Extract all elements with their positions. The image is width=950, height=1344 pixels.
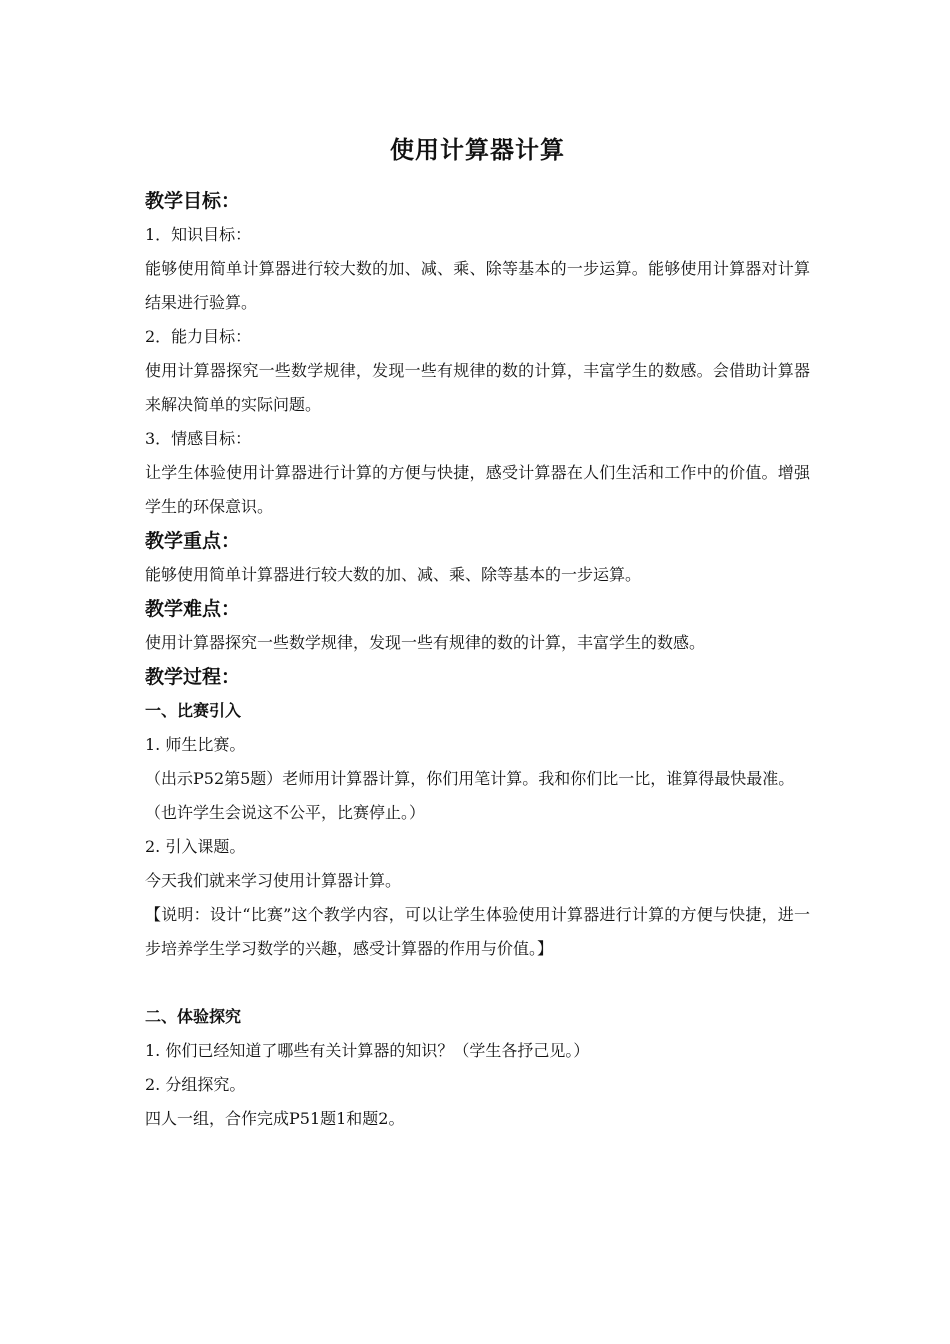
knowledge-objective-text: 能够使用简单计算器进行较大数的加、减、乘、除等基本的一步运算。能够使用计算器对计算结果进行验算。 (145, 259, 810, 312)
paragraph-spacer (145, 966, 810, 1000)
document-title: 使用计算器计算 (390, 136, 565, 164)
section1-item1-text: （出示P52第5题）老师用计算器计算，你们用笔计算。我和你们比一比，谁算得最快最准。 (145, 769, 795, 788)
key-points-text: 能够使用简单计算器进行较大数的加、减、乘、除等基本的一步运算。 (145, 565, 642, 584)
section2-item2: 2. 分组探究。 (145, 1075, 246, 1094)
key-points-heading: 教学重点： (145, 530, 241, 552)
emotion-objective-text: 让学生体验使用计算器进行计算的方便与快捷，感受计算器在人们生活和工作中的价值。增强学生的环保意识。 (145, 463, 810, 516)
section2-item1: 1. 你们已经知道了哪些有关计算器的知识？（学生各抒己见。） (145, 1041, 590, 1060)
knowledge-objective-label: 1．知识目标： (145, 225, 252, 244)
difficult-points-text: 使用计算器探究一些数学规律，发现一些有规律的数的计算，丰富学生的数感。 (145, 633, 706, 652)
section1-explanation: 【说明：设计“比赛”这个教学内容，可以让学生体验使用计算器进行计算的方便与快捷，进一步培养学生学习数学的兴趣，感受计算器的作用与价值。】 (145, 905, 810, 958)
emotion-objective-label: 3．情感目标： (145, 429, 252, 448)
section2-heading: 二、体验探究 (145, 1007, 242, 1026)
document-page (145, 128, 810, 1136)
objectives-heading: 教学目标： (145, 190, 241, 212)
difficult-points-heading: 教学难点： (145, 598, 241, 620)
section1-item2-text: 今天我们就来学习使用计算器计算。 (145, 871, 402, 890)
section2-item2-text: 四人一组，合作完成P51题1和题2。 (145, 1109, 405, 1128)
process-heading: 教学过程： (145, 666, 241, 688)
ability-objective-text: 使用计算器探究一些数学规律，发现一些有规律的数的计算，丰富学生的数感。会借助计算器来解决简单的实际问题。 (145, 361, 810, 414)
ability-objective-label: 2．能力目标： (145, 327, 252, 346)
section1-item1: 1. 师生比赛。 (145, 735, 246, 754)
section1-item2: 2. 引入课题。 (145, 837, 246, 856)
section1-heading: 一、比赛引入 (145, 701, 242, 720)
section1-item1-note: （也许学生会说这不公平，比赛停止。） (145, 803, 426, 822)
